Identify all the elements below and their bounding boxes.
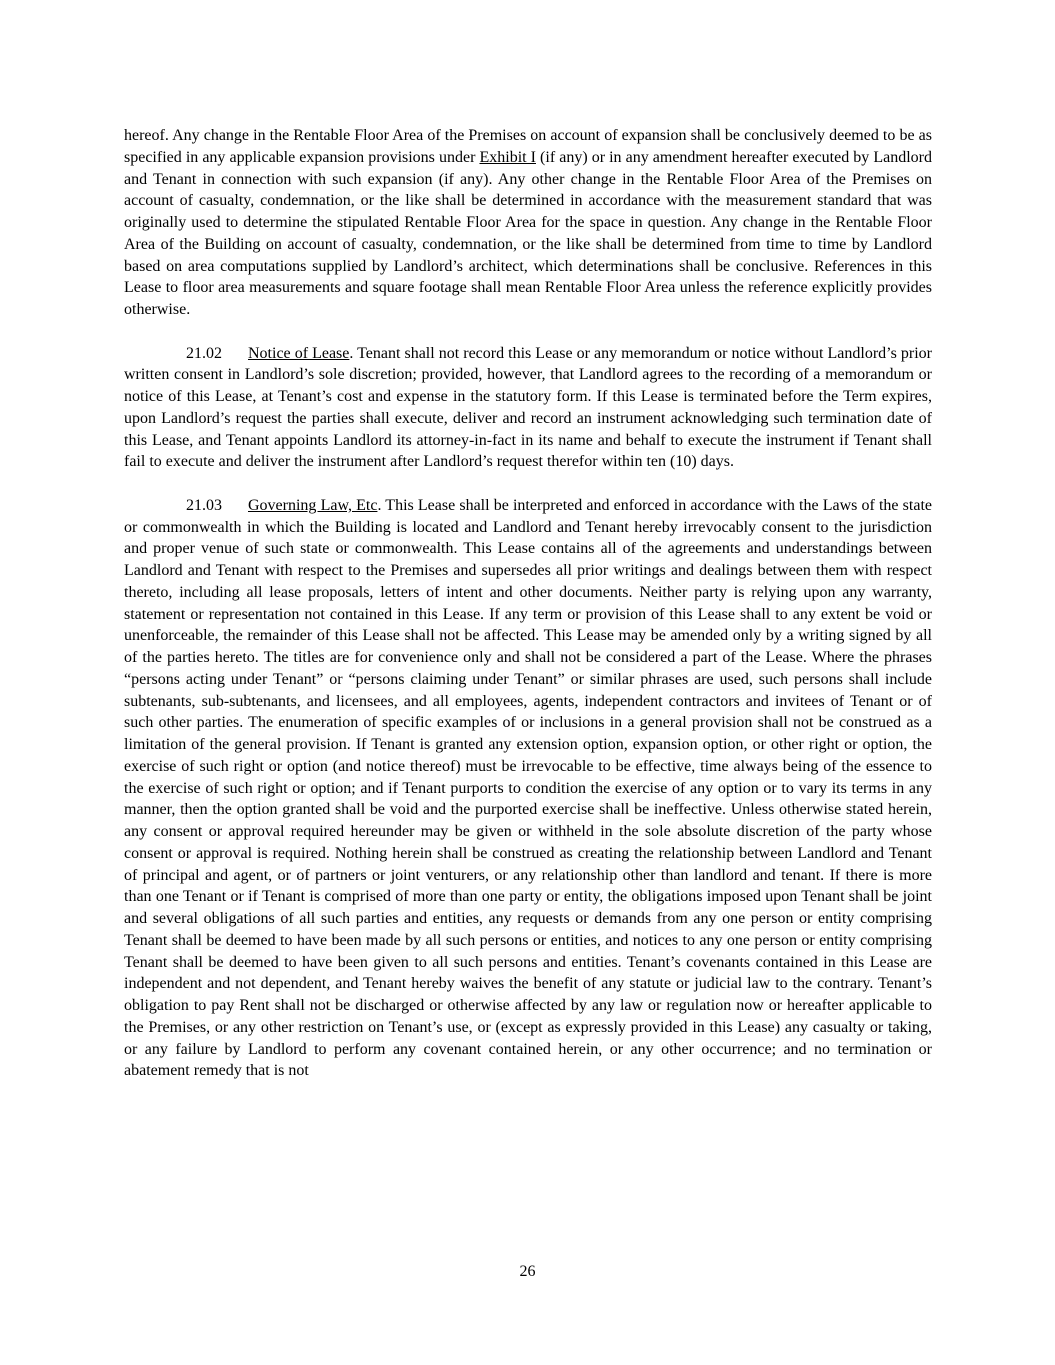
page-number: 26 — [519, 1263, 536, 1280]
section-number: 21.03 — [186, 496, 222, 514]
section-21-02-notice-of-lease — [124, 343, 932, 474]
document-body — [124, 125, 932, 1082]
section-text: . Tenant shall not record this Lease or any memorandum or notice without Landlord’s prior written consent in Landlord’s sole discretion; provided, however, that Landlord agrees to the recording of a memorandum or notice of this Lease, at Tenant’s cost and expense in the statutory form. If this Lease is terminated before the Term expires, upon Landlord’s request the parties shall execute, deliver and record an instrument acknowledging such termination date of this Lease, and Tenant appoints Landlord its attorney-in-fact in its name and behalf to execute the instrument if Tenant shall fail to execute and deliver the instrument after Landlord’s request therefor within ten (10) days. — [124, 344, 932, 471]
paragraph-rentable-floor-area — [124, 125, 932, 321]
section-21-03-governing-law — [124, 495, 932, 1082]
section-text: . This Lease shall be interpreted and enforced in accordance with the Laws of the state or commonwealth in which the Building is located and Landlord and Tenant hereby irrevocably consent to the jurisdiction and proper venue of such state or commonwealth. This Lease contains all of the agreements and understandings between Landlord and Tenant with respect to the Premises and supersedes all prior writings and dealings between them with respect thereto, including all lease proposals, letters of intent and other documents. Neither party is relying upon any warranty, statement or representation not contained in this Lease. If any term or provision of this Lease shall to any extent be void or unenforceable, the remainder of this Lease shall not be affected. This Lease may be amended only by a writing signed by all of the parties hereto. The titles are for convenience only and shall not be considered a part of the Lease. Where the phrases “persons acting under Tenant” or “persons claiming under Tenant” or similar phrases are used, such persons shall include subtenants, sub-subtenants, and licensees, and all employees, agents, independent contractors and invitees of Tenant or of such other parties. The enumeration of specific examples of or inclusions in a general provision shall not be construed as a limitation of the general provision. If Tenant is granted any extension option, expansion option, or other right or option, the exercise of such right or option (and notice thereof) must be irrevocable to be effective, time always being of the essence to the exercise of such right or option; and if Tenant purports to condition the exercise of any option or to vary its terms in any manner, then the option granted shall be void and the purported exercise shall be ineffective. Unless otherwise stated herein, any consent or approval required hereunder may be given or withheld in the sole absolute discretion of the party whose consent or approval is required. Nothing herein shall be construed as creating the relationship between Landlord and Tenant of principal and agent, or of partners or joint venturers, or any relationship other than landlord and tenant. If there is more than one Tenant or if Tenant is comprised of more than one party or entity, the obligations imposed upon Tenant shall be joint and several obligations of all such parties and entities, any requests or demands from any one person or entity comprising Tenant shall be deemed to have been made by all such persons or entities, and notices to any one person or entity comprising Tenant shall be deemed to have been given to all such persons and entities. Tenant’s covenants contained in this Lease are independent and not dependent, and Tenant hereby waives the benefit of any statute or judicial law to the contrary. Tenant’s obligation to pay Rent shall not be discharged or otherwise affected by any law or regulation now or hereafter applicable to the Premises, or any other restriction on Tenant’s use, or (except as expressly provided in this Lease) any casualty or taking, or any failure by Landlord to perform any covenant contained herein, or any other occurrence; and no termination or abatement remedy that is not — [124, 496, 932, 1080]
section-heading: Governing Law, Etc — [248, 496, 378, 514]
paragraph-text-part-a: hereof. Any change in the Rentable Floor Area of the Premises on account of expansion shall be conclusively deemed to be as specified in any applicable expansion provisions under — [124, 127, 932, 166]
paragraph-text-part-b: (if any) or in any amendment hereafter executed by Landlord and Tenant in connection with such expansion (if any). Any other change in the Rentable Floor Area of the Premises on account of casualty, condemnation, or the like shall be determined in accordance with the measurement standard that was originally used to determine the stipulated Rentable Floor Area for the space in question. Any change in the Rentable Floor Area of the Building on account of casualty, condemnation, or the like shall be determined from time to time by Landlord based on area computations supplied by Landlord’s architect, which determinations shall be conclusive. References in this Lease to floor area measurements and square footage shall mean Rentable Floor Area unless the reference explicitly provides otherwise. — [124, 148, 933, 318]
exhibit-i-reference: Exhibit I — [479, 148, 536, 166]
section-heading: Notice of Lease — [248, 344, 350, 362]
section-number: 21.02 — [186, 344, 222, 362]
